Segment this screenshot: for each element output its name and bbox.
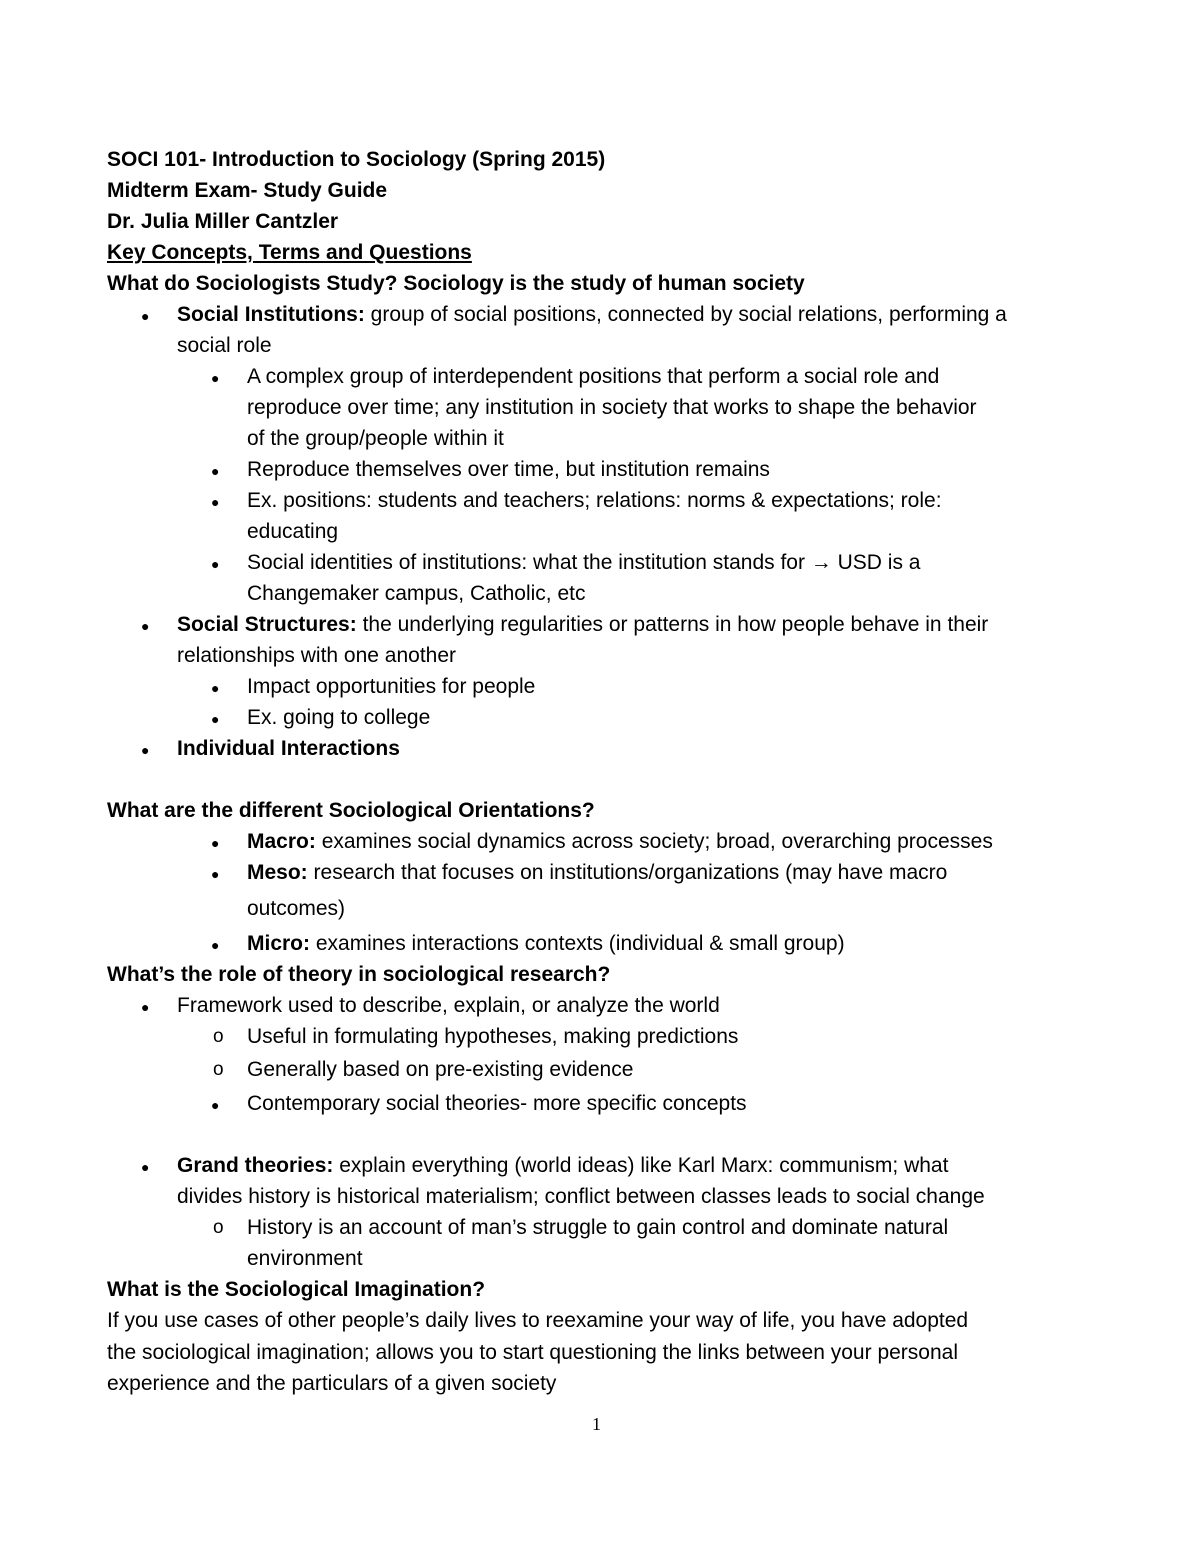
list-item-continuation: of the group/people within it: [247, 427, 504, 450]
list-item: Impact opportunities for people: [247, 675, 536, 698]
bullet-icon: ●: [211, 937, 220, 953]
hollow-bullet-icon: o: [213, 1059, 224, 1080]
question-heading: What’s the role of theory in sociological research?: [107, 963, 611, 986]
list-item-continuation: reproduce over time; any institution in society that works to shape the behavior: [247, 396, 977, 419]
paragraph-line: experience and the particulars of a given society: [107, 1372, 557, 1395]
bullet-icon: ●: [211, 866, 220, 882]
list-item: Ex. going to college: [247, 706, 431, 729]
list-item: Reproduce themselves over time, but institution remains: [247, 458, 770, 481]
bullet-icon: ●: [211, 556, 220, 572]
term-definition: explain everything (world ideas) like Karl Marx: communism; what: [333, 1154, 949, 1177]
term-label: Micro:: [247, 932, 310, 955]
question-heading: What are the different Sociological Orientations?: [107, 799, 595, 822]
bullet-icon: ●: [211, 494, 220, 510]
list-item-continuation: social role: [177, 334, 272, 357]
section-heading: Key Concepts, Terms and Questions: [107, 241, 472, 264]
term-definition: group of social positions, connected by social relations, performing a: [364, 303, 1007, 326]
list-item: Contemporary social theories- more specific concepts: [247, 1092, 747, 1115]
term-definition: examines social dynamics across society; broad, overarching processes: [315, 830, 993, 853]
list-item-continuation: educating: [247, 520, 339, 543]
list-item: Generally based on pre-existing evidence: [247, 1058, 634, 1081]
list-item-continuation: environment: [247, 1247, 363, 1270]
paragraph-line: If you use cases of other people’s daily lives to reexamine your way of life, you have adopted: [107, 1309, 969, 1332]
hollow-bullet-icon: o: [213, 1026, 224, 1047]
list-item: Individual Interactions: [177, 737, 400, 760]
list-item-continuation: divides history is historical materialism; conflict between classes leads to social change: [177, 1185, 985, 1208]
term-label: Macro:: [247, 830, 316, 853]
bullet-icon: ●: [141, 308, 150, 324]
question-heading: What do Sociologists Study? Sociology is the study of human society: [107, 272, 805, 295]
bullet-icon: ●: [211, 711, 220, 727]
bullet-icon: ●: [141, 1159, 150, 1175]
list-item: [247, 829, 993, 855]
page-number: 1: [592, 1414, 601, 1434]
list-item: [177, 302, 1007, 328]
bullet-icon: ●: [141, 999, 150, 1015]
term-label: Grand theories:: [177, 1154, 334, 1177]
term-definition: research that focuses on institutions/organizations (may have macro: [307, 861, 948, 884]
course-title: SOCI 101- Introduction to Sociology (Spring 2015): [107, 148, 606, 171]
term-definition: examines interactions contexts (individual & small group): [310, 932, 845, 955]
list-item-continuation: outcomes): [247, 897, 346, 920]
bullet-icon: ●: [141, 618, 150, 634]
exam-title: Midterm Exam- Study Guide: [107, 179, 388, 202]
list-item: A complex group of interdependent positions that perform a social role and: [247, 365, 940, 388]
question-heading: What is the Sociological Imagination?: [107, 1278, 486, 1301]
hollow-bullet-icon: o: [213, 1217, 224, 1238]
list-item: History is an account of man’s struggle to gain control and dominate natural: [247, 1216, 949, 1239]
bullet-icon: ●: [211, 370, 220, 386]
bullet-icon: ●: [211, 463, 220, 479]
bullet-icon: ●: [211, 1097, 220, 1113]
list-item: [177, 612, 988, 638]
term-label: Meso:: [247, 861, 308, 884]
bullet-icon: ●: [141, 742, 150, 758]
list-item: [247, 860, 947, 886]
term-definition: the underlying regularities or patterns in how people behave in their: [356, 613, 989, 636]
list-item: Useful in formulating hypotheses, making predictions: [247, 1025, 739, 1048]
list-item: Framework used to describe, explain, or analyze the world: [177, 994, 720, 1017]
list-item-continuation: relationships with one another: [177, 644, 457, 667]
term-label: Social Institutions:: [177, 303, 365, 326]
list-item: Ex. positions: students and teachers; relations: norms & expectations; role:: [247, 489, 942, 512]
term-label: Social Structures:: [177, 613, 357, 636]
bullet-icon: ●: [211, 680, 220, 696]
list-item: [247, 931, 845, 957]
paragraph-line: the sociological imagination; allows you to start questioning the links between your personal: [107, 1341, 958, 1364]
instructor-name: Dr. Julia Miller Cantzler: [107, 210, 339, 233]
bullet-icon: ●: [211, 835, 220, 851]
list-item-continuation: Changemaker campus, Catholic, etc: [247, 582, 586, 605]
list-item: Social identities of institutions: what the institution stands for → USD is a: [247, 551, 921, 574]
list-item: [177, 1153, 948, 1179]
